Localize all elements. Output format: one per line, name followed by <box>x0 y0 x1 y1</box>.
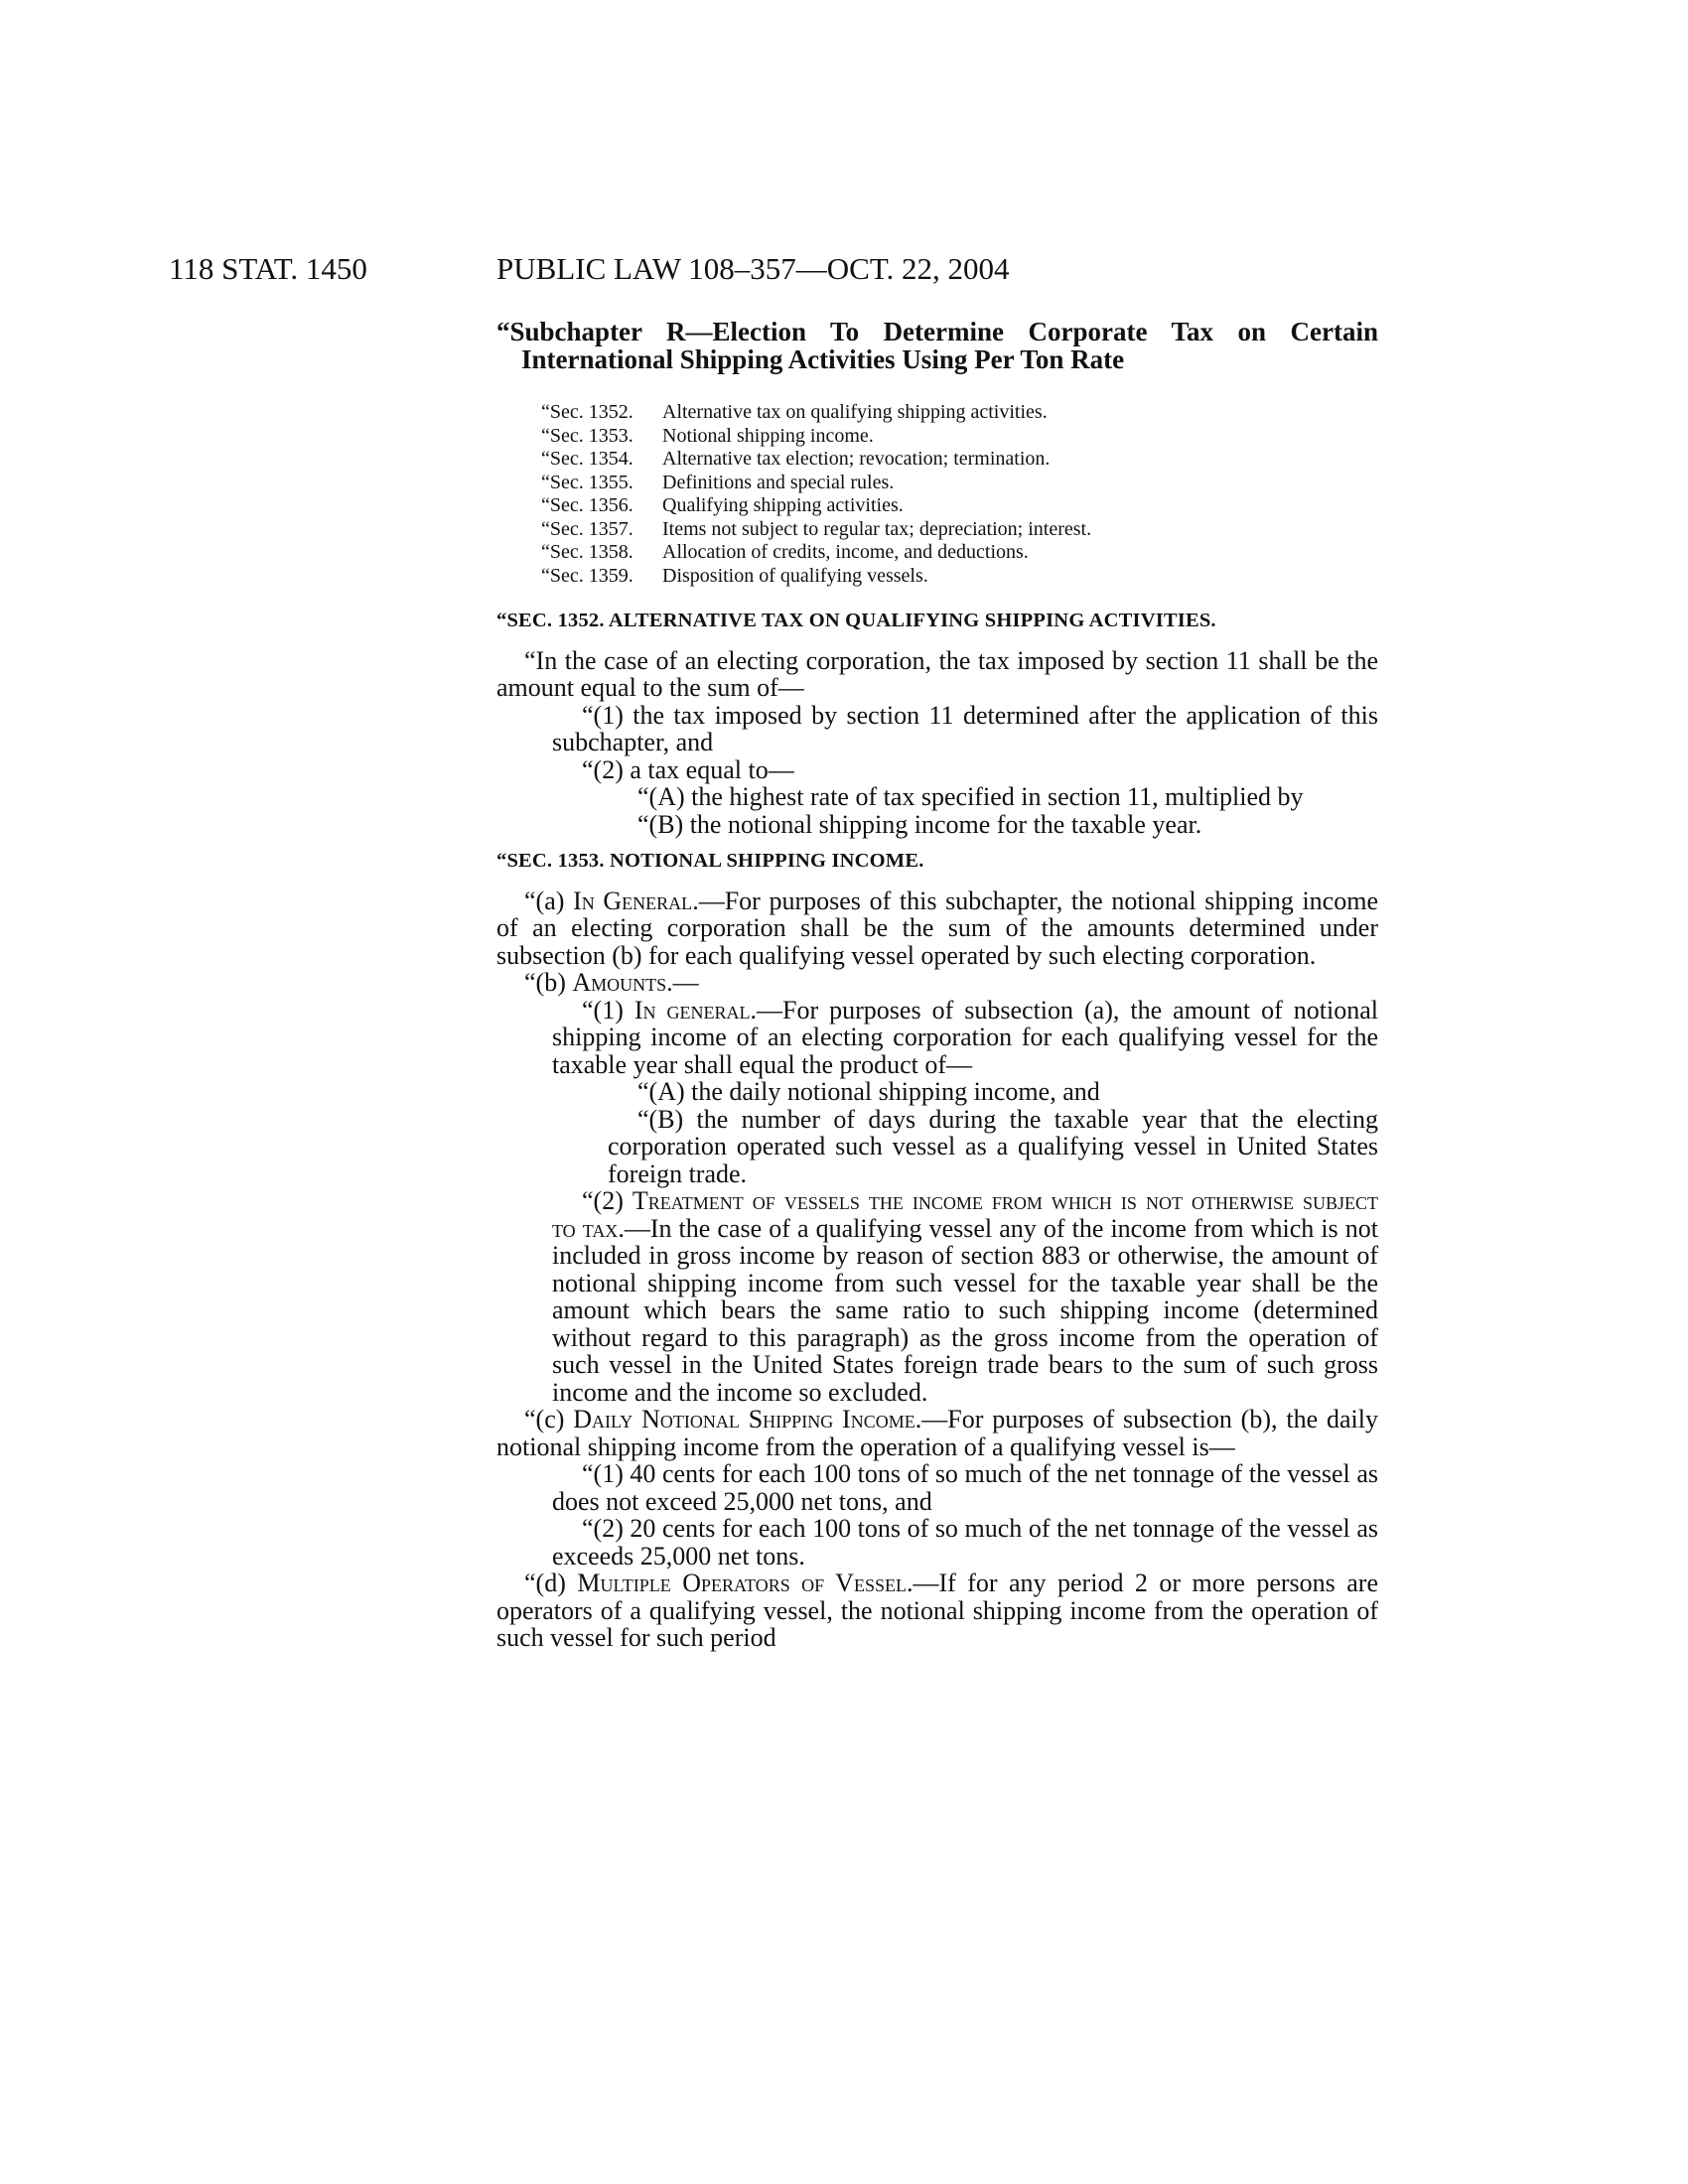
toc-row <box>496 494 1378 518</box>
toc-row <box>496 565 1378 589</box>
subsection-d-text: .—If for any period 2 or more persons are operators of a qualifying vessel, the notional shipping income from the operation of such vessel for such period <box>496 1569 1378 1652</box>
subchapter-title: “Subchapter R—Election To Determine Corporate Tax on Certain International Shipping Activities Using Per Ton Rate <box>496 317 1378 374</box>
toc-section-number: “Sec. 1352. <box>541 401 633 423</box>
subsection-b-lead: “(b) <box>524 968 573 997</box>
paragraph-b1-lead: “(1) <box>582 995 634 1024</box>
toc-section-number: “Sec. 1354. <box>541 448 633 470</box>
section-1352-para-1: “(1) the tax imposed by section 11 determined after the application of this subchapter, and <box>552 700 1378 756</box>
subsection-c <box>496 1406 1378 1460</box>
toc-row <box>496 448 1378 472</box>
toc-section-number: “Sec. 1355. <box>541 471 633 493</box>
subsection-a-lead: “(a) <box>524 886 574 915</box>
toc-row <box>496 472 1378 495</box>
subsection-c-caption: Daily Notional Shipping Income <box>573 1405 915 1433</box>
stat-page-number: 118 STAT. 1450 <box>169 251 367 286</box>
table-of-sections <box>496 401 1378 588</box>
section-1353-heading: “SEC. 1353. NOTIONAL SHIPPING INCOME. <box>496 850 924 872</box>
paragraph-c1: “(1) 40 cents for each 100 tons of so much of the net tonnage of the vessel as does not exceed 25,000 net tons, and <box>552 1459 1378 1516</box>
toc-section-number: “Sec. 1353. <box>541 424 633 447</box>
page-body <box>496 318 1378 1652</box>
subsection-b-text: .— <box>666 968 699 997</box>
paragraph-b2-caption: Treatment of vessels the income from which is not otherwise subject to tax <box>552 1186 1379 1243</box>
section-1352-intro: “In the case of an electing corporation, the tax imposed by section 11 shall be the amount equal to the sum of— <box>496 645 1378 702</box>
public-law-header: PUBLIC LAW 108–357—OCT. 22, 2004 <box>496 251 1010 286</box>
toc-section-title: Definitions and special rules. <box>662 471 895 493</box>
toc-section-number: “Sec. 1359. <box>541 564 633 587</box>
toc-row <box>496 518 1378 542</box>
toc-section-number: “Sec. 1356. <box>541 494 633 516</box>
subparagraph-b1b: “(B) the number of days during the taxable year that the electing corporation operated such vessel as a qualifying vessel in United States foreign trade. <box>608 1104 1378 1188</box>
toc-section-title: Qualifying shipping activities. <box>662 494 904 516</box>
toc-section-title: Allocation of credits, income, and deductions. <box>662 541 1029 563</box>
paragraph-b1-caption: In general <box>633 995 751 1024</box>
subsection-d-caption: Multiple Operators of Vessel <box>577 1569 907 1597</box>
toc-row <box>496 401 1378 425</box>
section-1352-para-2: “(2) a tax equal to— <box>582 754 794 784</box>
paragraph-b1-text: .—For purposes of subsection (a), the amount of notional shipping income of an electing corporation for each qualifying vessel for the taxable year shall equal the product of— <box>552 995 1379 1079</box>
toc-row <box>496 425 1378 449</box>
section-1352-subpara-a: “(A) the highest rate of tax specified in section 11, multiplied by <box>637 782 1304 811</box>
section-1352-subpara-b: “(B) the notional shipping income for the taxable year. <box>637 809 1202 839</box>
subsection-b <box>496 969 1378 997</box>
toc-section-title: Alternative tax election; revocation; termination. <box>662 448 1051 470</box>
paragraph-b2 <box>496 1187 1378 1406</box>
toc-section-number: “Sec. 1358. <box>541 541 633 563</box>
paragraph-b1 <box>496 997 1378 1079</box>
paragraph-b2-text: .—In the case of a qualifying vessel any of the income from which is not included in gross income by reason of section 883 or otherwise, the amount of notional shipping income from such vessel for the taxable year shall be the amount which bears the same ratio to such shipping income (determined without regard to this paragraph) as the gross income from the operation of such vessel in the United States foreign trade bears to the sum of such gross income and the income so excluded. <box>552 1213 1378 1407</box>
paragraph-b2-lead: “(2) <box>582 1186 633 1215</box>
paragraph-c2: “(2) 20 cents for each 100 tons of so much of the net tonnage of the vessel as exceeds 25,000 net tons. <box>552 1514 1378 1570</box>
toc-row <box>496 541 1378 565</box>
toc-section-title: Notional shipping income. <box>662 424 874 447</box>
subsection-d <box>496 1570 1378 1652</box>
subsection-d-lead: “(d) <box>524 1569 578 1597</box>
subparagraph-b1a: “(A) the daily notional shipping income, and <box>637 1077 1100 1106</box>
toc-section-title: Alternative tax on qualifying shipping activities. <box>662 401 1048 423</box>
subsection-c-text: .—For purposes of subsection (b), the daily notional shipping income from the operation of a qualifying vessel is— <box>496 1405 1378 1461</box>
toc-section-title: Disposition of qualifying vessels. <box>662 564 928 587</box>
subsection-a <box>496 887 1378 970</box>
subsection-a-text: .—For purposes of this subchapter, the notional shipping income of an electing corporation shall be the sum of the amounts determined under subsection (b) for each qualifying vessel operated by such electing corporation. <box>496 886 1378 970</box>
subsection-c-lead: “(c) <box>524 1405 574 1433</box>
subsection-b-caption: Amounts <box>572 968 667 997</box>
section-1352-heading: “SEC. 1352. ALTERNATIVE TAX ON QUALIFYING SHIPPING ACTIVITIES. <box>496 610 1216 631</box>
toc-section-title: Items not subject to regular tax; depreciation; interest. <box>662 517 1092 540</box>
subsection-a-caption: In General <box>573 886 693 915</box>
toc-section-number: “Sec. 1357. <box>541 517 633 540</box>
